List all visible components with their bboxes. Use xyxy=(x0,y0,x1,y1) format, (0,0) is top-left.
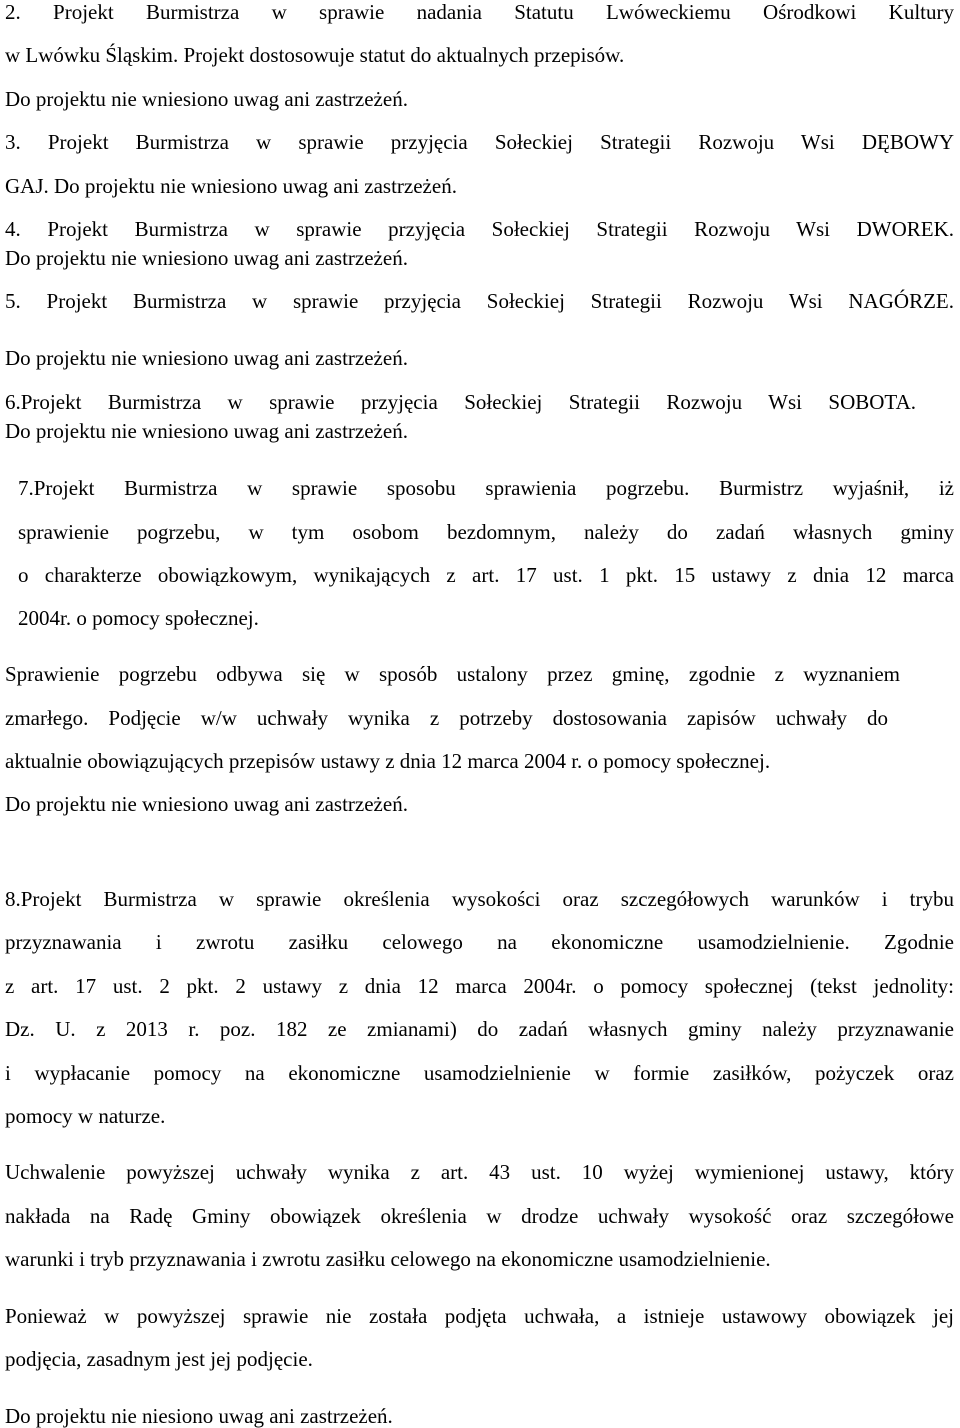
text-line: Do projektu nie wniesiono uwag ani zastrzeżeń. xyxy=(5,792,408,816)
text-line: 3. Projekt Burmistrza w sprawie przyjęcia Sołeckiej Strategii Rozwoju Wsi DĘBOWY xyxy=(5,130,954,154)
text-line: o charakterze obowiązkowym, wynikających z art. 17 ust. 1 pkt. 15 ustawy z dnia 12 marca xyxy=(18,563,954,587)
text-line: Do projektu nie wniesiono uwag ani zastrzeżeń. xyxy=(5,246,408,270)
text-line: sprawienie pogrzebu, w tym osobom bezdomnym, należy do zadań własnych gminy xyxy=(18,520,954,544)
text-line: Do projektu nie wniesiono uwag ani zastrzeżeń. xyxy=(5,419,408,443)
text-line: Do projektu nie niesiono uwag ani zastrzeżeń. xyxy=(5,1404,393,1428)
text-line: nakłada na Radę Gminy obowiązek określenia w drodze uchwały wysokość oraz szczegółowe xyxy=(5,1204,954,1228)
text-line: 8.Projekt Burmistrza w sprawie określenia wysokości oraz szczegółowych warunków i trybu xyxy=(5,887,954,911)
text-line: zmarłego. Podjęcie w/w uchwały wynika z potrzeby dostosowania zapisów uchwały do xyxy=(5,706,888,730)
text-line: aktualnie obowiązujących przepisów ustawy z dnia 12 marca 2004 r. o pomocy społecznej. xyxy=(5,749,771,773)
text-line: 5. Projekt Burmistrza w sprawie przyjęcia Sołeckiej Strategii Rozwoju Wsi NAGÓRZE. xyxy=(5,289,954,313)
text-line: 2004r. o pomocy społecznej. xyxy=(18,606,259,630)
text-line: Do projektu nie wniesiono uwag ani zastrzeżeń. xyxy=(5,87,408,111)
text-line: 7.Projekt Burmistrza w sprawie sposobu sprawienia pogrzebu. Burmistrz wyjaśnił, iż xyxy=(18,476,954,500)
text-line: Ponieważ w powyższej sprawie nie została podjęta uchwała, a istnieje ustawowy obowiązek jej xyxy=(5,1304,954,1328)
text-line: przyznawania i zwrotu zasiłku celowego na ekonomiczne usamodzielnienie. Zgodnie xyxy=(5,930,954,954)
text-line: Uchwalenie powyższej uchwały wynika z art. 43 ust. 10 wyżej wymienionej ustawy, który xyxy=(5,1160,954,1184)
text-line: Dz. U. z 2013 r. poz. 182 ze zmianami) do zadań własnych gminy należy przyznawanie xyxy=(5,1017,954,1041)
text-line: GAJ. Do projektu nie wniesiono uwag ani zastrzeżeń. xyxy=(5,174,457,198)
text-line: Sprawienie pogrzebu odbywa się w sposób ustalony przez gminę, zgodnie z wyznaniem xyxy=(5,662,900,686)
text-line: i wypłacanie pomocy na ekonomiczne usamodzielnienie w formie zasiłków, pożyczek oraz xyxy=(5,1061,954,1085)
text-line: w Lwówku Śląskim. Projekt dostosowuje statut do aktualnych przepisów. xyxy=(5,43,625,67)
text-line: podjęcia, zasadnym jest jej podjęcie. xyxy=(5,1347,313,1371)
text-line: 4. Projekt Burmistrza w sprawie przyjęcia Sołeckiej Strategii Rozwoju Wsi DWOREK. xyxy=(5,217,954,241)
text-line: Do projektu nie wniesiono uwag ani zastrzeżeń. xyxy=(5,346,408,370)
text-line: pomocy w naturze. xyxy=(5,1104,166,1128)
text-line: 6.Projekt Burmistrza w sprawie przyjęcia Sołeckiej Strategii Rozwoju Wsi SOBOTA. xyxy=(5,390,916,414)
text-line: z art. 17 ust. 2 pkt. 2 ustawy z dnia 12 marca 2004r. o pomocy społecznej (tekst jednolity: xyxy=(5,974,954,998)
text-line: warunki i tryb przyznawania i zwrotu zasiłku celowego na ekonomiczne usamodzielnienie. xyxy=(5,1247,771,1271)
text-line: 2. Projekt Burmistrza w sprawie nadania Statutu Lwóweckiemu Ośrodkowi Kultury xyxy=(5,0,954,24)
